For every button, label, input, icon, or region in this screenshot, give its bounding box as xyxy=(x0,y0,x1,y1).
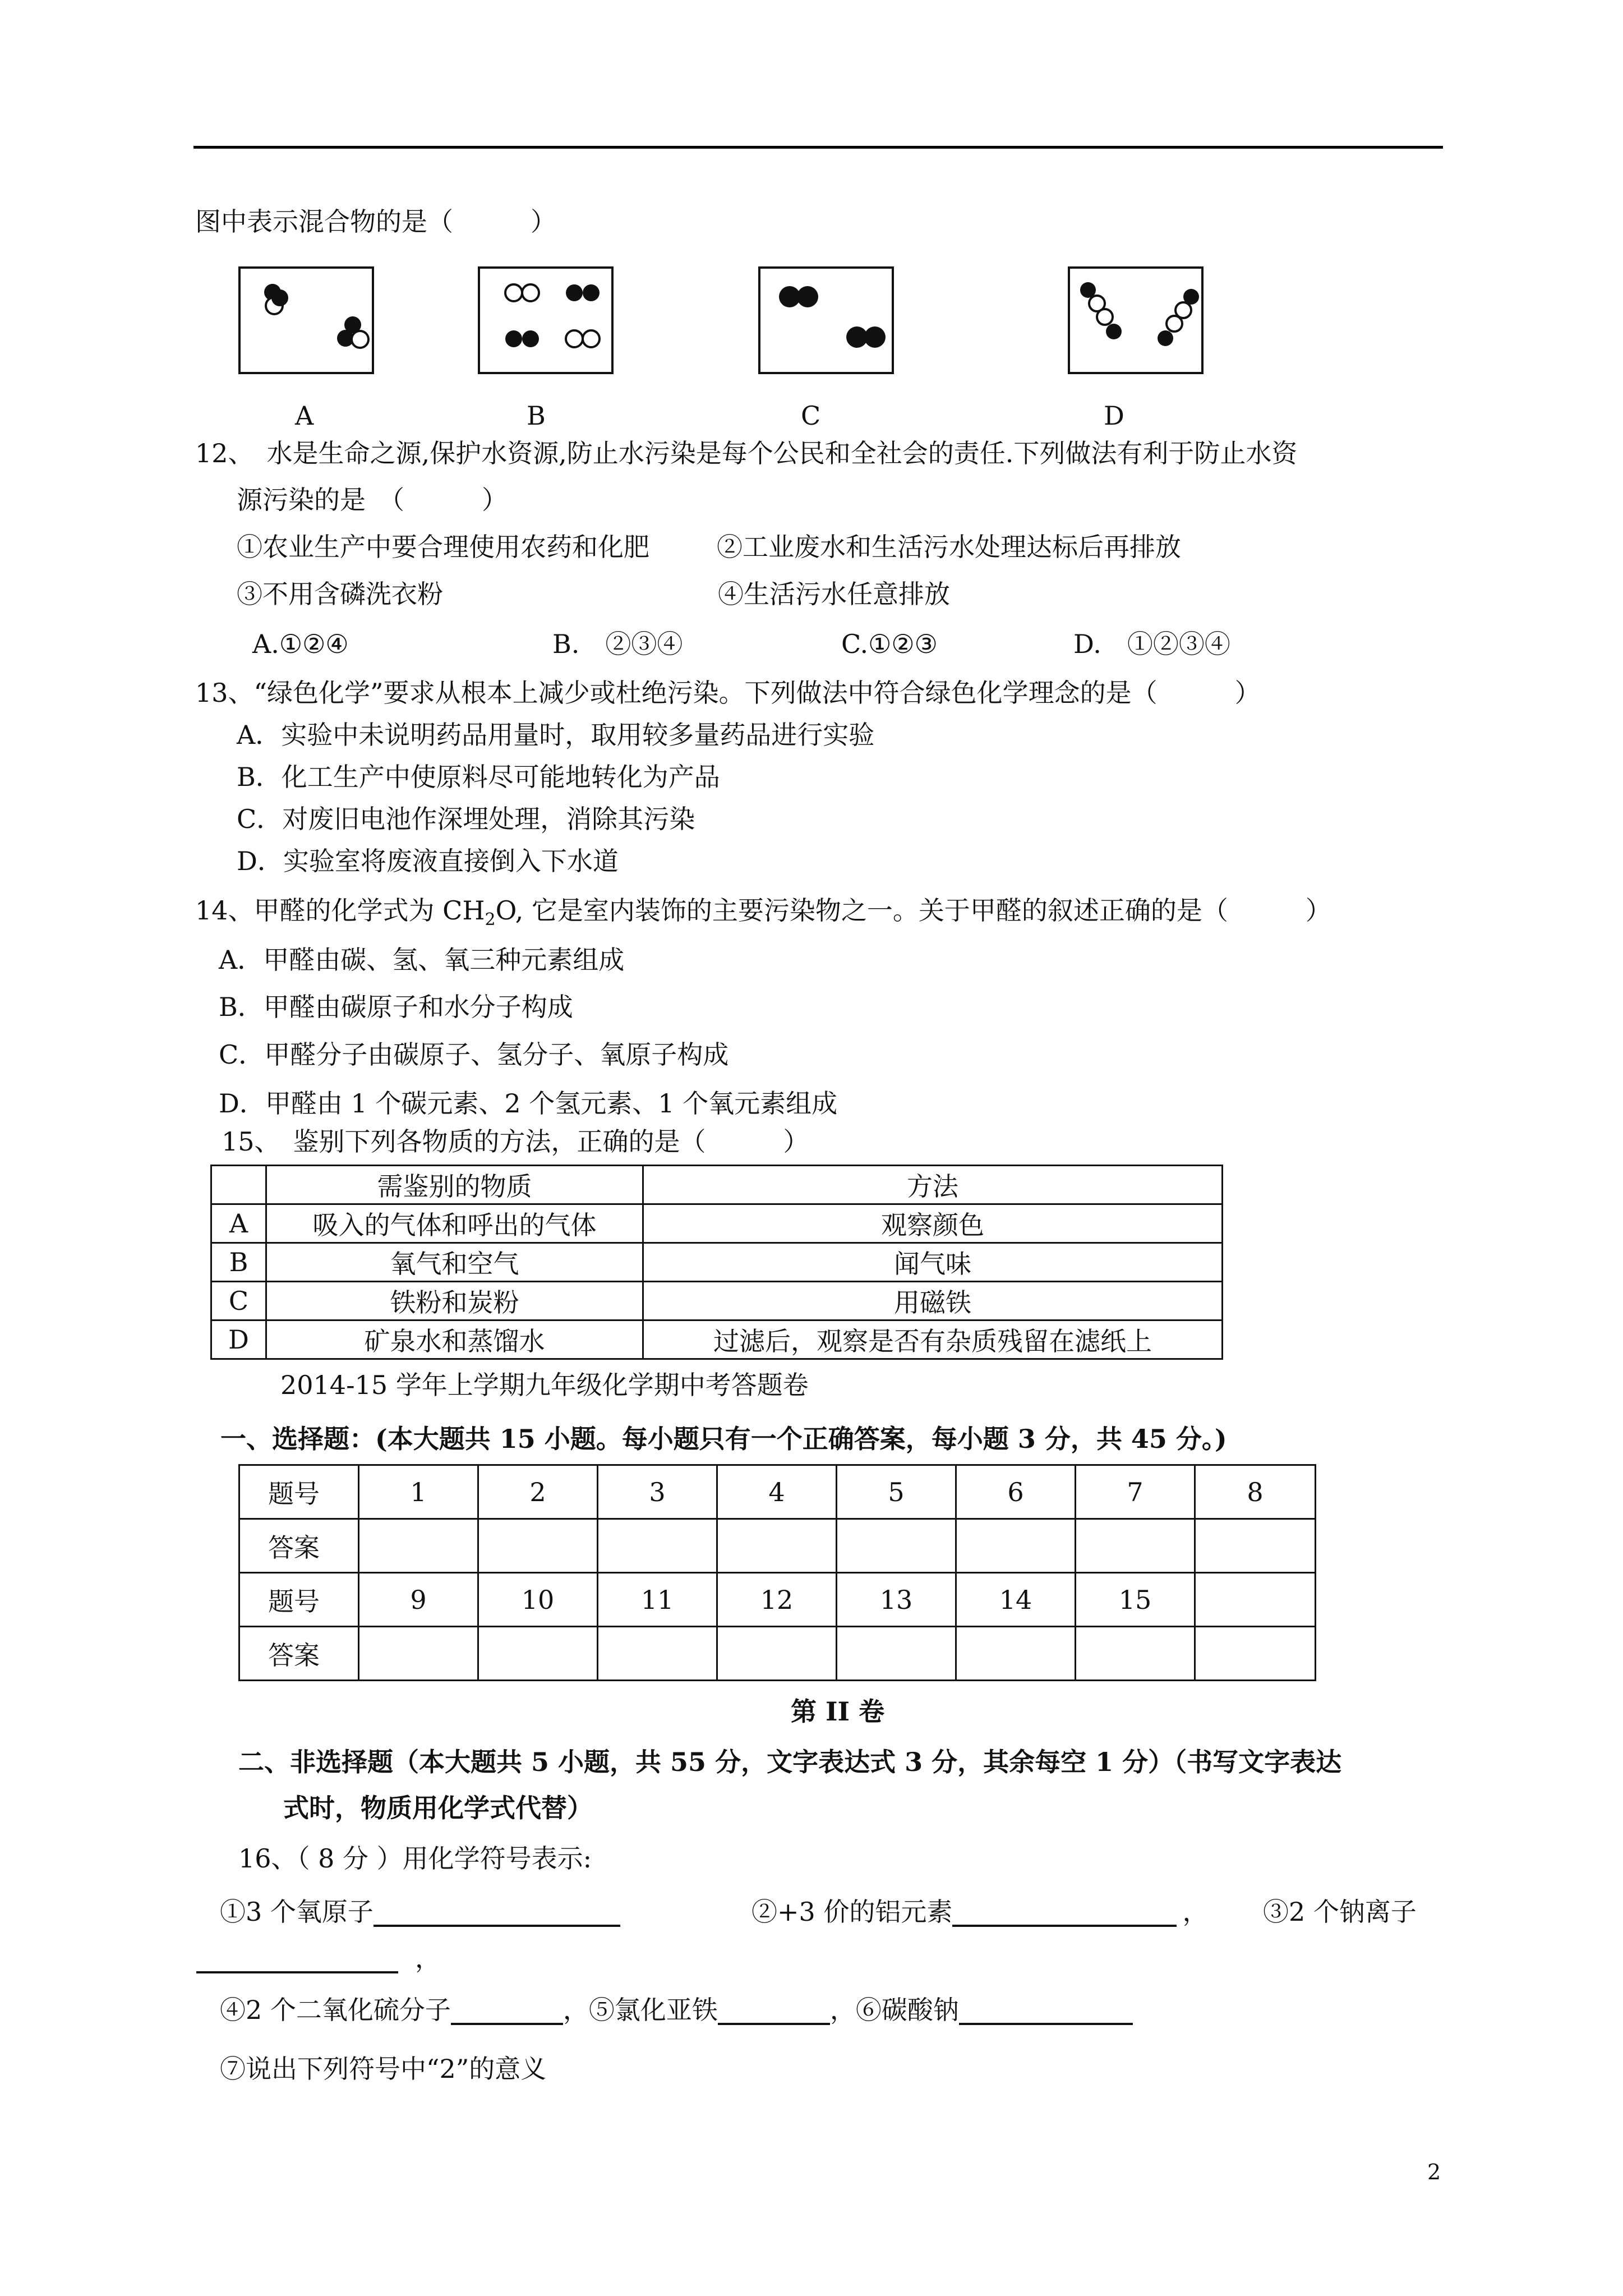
q11-stem: 图中表示混合物的是（ ） xyxy=(195,206,556,237)
row-label-number: 题号 xyxy=(239,1573,359,1627)
num-cell: 10 xyxy=(478,1573,598,1627)
table-row xyxy=(211,1243,1223,1282)
q12-choice-b: B. ②③④ xyxy=(552,629,683,659)
answer-blank[interactable] xyxy=(959,1997,1133,2025)
num-cell: 13 xyxy=(837,1573,956,1627)
answer-cell[interactable] xyxy=(717,1519,837,1573)
q16-item-4-6 xyxy=(220,1997,1133,2025)
num-cell: 4 xyxy=(717,1465,837,1519)
q15-row-b-key: B xyxy=(211,1243,266,1282)
answer-grid-num-row-1 xyxy=(239,1465,1316,1519)
q11-diagram-c xyxy=(758,266,894,374)
q15-row-c-key: C xyxy=(211,1282,266,1320)
q16-item-7: ⑦说出下列符号中“2”的意义 xyxy=(220,2054,547,2084)
answer-cell[interactable] xyxy=(1076,1519,1195,1573)
answer-cell[interactable] xyxy=(478,1627,598,1681)
answer-grid xyxy=(238,1464,1316,1681)
q12-line1: 12、 水是生命之源,保护水资源,防止水污染是每个公民和全社会的责任.下列做法有利于防止水资 xyxy=(195,438,1298,468)
q11-label-c: C xyxy=(801,401,821,431)
num-cell: 3 xyxy=(598,1465,717,1519)
answer-grid-num-row-2 xyxy=(239,1573,1316,1627)
num-cell: 6 xyxy=(956,1465,1076,1519)
q16-item-4-label: ④2 个二氧化硫分子 xyxy=(220,1995,451,2025)
q15-header-substance: 需鉴别的物质 xyxy=(266,1166,643,1204)
q12-option-2: ②工业废水和生活污水处理达标后再排放 xyxy=(717,532,1181,562)
row-label-number: 题号 xyxy=(239,1465,359,1519)
q16-item-6-label: ，⑥碳酸钠 xyxy=(829,1995,959,2025)
q13-choice-c: C．对废旧电池作深埋处理，消除其污染 xyxy=(237,804,695,834)
section1-heading: 一、选择题：(本大题共 15 小题。每小题只有一个正确答案，每小题 3 分，共 45 分。) xyxy=(220,1424,1227,1454)
q13-choice-b: B．化工生产中使原料尽可能地转化为产品 xyxy=(237,762,720,792)
q14-stem-pre: 14、甲醛的化学式为 CH xyxy=(195,895,485,926)
q11-label-b: B xyxy=(527,401,546,431)
answer-cell[interactable] xyxy=(598,1627,717,1681)
q12-choice-a: A.①②④ xyxy=(252,629,349,659)
answer-cell[interactable] xyxy=(359,1627,478,1681)
answer-cell[interactable] xyxy=(837,1519,956,1573)
section2-heading-line2: 式时，物质用化学式代替） xyxy=(283,1793,593,1823)
q12-option-4: ④生活污水任意排放 xyxy=(718,579,950,609)
num-cell: 1 xyxy=(359,1465,478,1519)
num-cell: 11 xyxy=(598,1573,717,1627)
q14-choice-c: C．甲醛分子由碳原子、氢分子、氧原子构成 xyxy=(219,1039,729,1070)
q15-table xyxy=(210,1165,1223,1360)
q16-item-1-label: ①3 个氧原子 xyxy=(220,1897,374,1927)
molecule-diagram-c xyxy=(760,269,892,372)
answer-blank[interactable] xyxy=(952,1899,1177,1927)
q16-item-3-blank-line xyxy=(196,1945,441,1973)
q16-item-1 xyxy=(220,1899,620,1927)
q15-row-a-method: 观察颜色 xyxy=(643,1204,1223,1243)
q15-row-d-key: D xyxy=(211,1320,266,1359)
q15-row-a-substance: 吸入的气体和呼出的气体 xyxy=(266,1204,643,1243)
num-cell: 14 xyxy=(956,1573,1076,1627)
num-cell xyxy=(1195,1573,1316,1627)
q16-item-2 xyxy=(751,1899,1208,1927)
table-row xyxy=(211,1320,1223,1359)
num-cell: 15 xyxy=(1076,1573,1195,1627)
q15-row-b-substance: 氧气和空气 xyxy=(266,1243,643,1282)
answer-blank[interactable] xyxy=(451,1997,563,2025)
q14-choice-b: B．甲醛由碳原子和水分子构成 xyxy=(219,992,573,1022)
q15-header-blank xyxy=(211,1166,266,1204)
num-cell: 9 xyxy=(359,1573,478,1627)
q11-diagram-a xyxy=(238,266,374,374)
q16-item-3-comma: ， xyxy=(415,1943,441,1973)
answer-blank[interactable] xyxy=(718,1997,830,2025)
q14-stem-post: O, 它是室内装饰的主要污染物之一。关于甲醛的叙述正确的是（ ） xyxy=(495,895,1331,926)
q15-row-d-method: 过滤后，观察是否有杂质残留在滤纸上 xyxy=(643,1320,1223,1359)
answer-cell[interactable] xyxy=(1195,1519,1316,1573)
q15-row-b-method: 闻气味 xyxy=(643,1243,1223,1282)
q11-diagram-b xyxy=(478,266,614,374)
q16-stem: 16、（ 8 分 ）用化学符号表示: xyxy=(238,1843,592,1874)
q16-item-5-label: ，⑤氯化亚铁 xyxy=(562,1995,718,2025)
q12-choice-c: C.①②③ xyxy=(841,629,938,659)
q13-choice-d: D．实验室将废液直接倒入下水道 xyxy=(237,846,619,876)
q11-label-d: D xyxy=(1104,401,1124,431)
header-rule xyxy=(193,146,1443,149)
q16-item-2-label: ②+3 价的铝元素 xyxy=(751,1897,953,1927)
q12-line2: 源污染的是 （ ） xyxy=(237,485,508,515)
q11-diagram-d xyxy=(1068,266,1204,374)
q14-choice-a: A．甲醛由碳、氢、氧三种元素组成 xyxy=(219,945,625,975)
num-cell: 7 xyxy=(1076,1465,1195,1519)
table-row xyxy=(211,1204,1223,1243)
num-cell: 2 xyxy=(478,1465,598,1519)
page-number: 2 xyxy=(1427,2160,1441,2184)
q15-header-method: 方法 xyxy=(643,1166,1223,1204)
q14-stem xyxy=(195,895,1331,930)
answer-grid-ans-row-1 xyxy=(239,1519,1316,1573)
q16-item-3: ③2 个钠离子 xyxy=(1263,1897,1417,1927)
q12-choice-d: D. ①②③④ xyxy=(1073,629,1230,659)
q15-table-header xyxy=(211,1166,1223,1204)
num-cell: 8 xyxy=(1195,1465,1316,1519)
molecule-diagram-d xyxy=(1070,269,1201,372)
molecule-diagram-a xyxy=(241,269,372,372)
num-cell: 12 xyxy=(717,1573,837,1627)
q16-item-2-comma: ， xyxy=(1182,1897,1209,1927)
answer-blank[interactable] xyxy=(196,1945,398,1973)
q12-option-1: ①农业生产中要合理使用农药和化肥 xyxy=(237,532,649,562)
answer-cell[interactable] xyxy=(359,1519,478,1573)
q15-stem: 15、 鉴别下列各物质的方法，正确的是（ ） xyxy=(222,1126,809,1157)
q14-choice-d: D．甲醛由 1 个碳元素、2 个氢元素、1 个氧元素组成 xyxy=(219,1088,838,1119)
q12-option-3: ③不用含磷洗衣粉 xyxy=(237,579,443,609)
part2-title: 第 II 卷 xyxy=(791,1696,885,1727)
molecule-diagram-b xyxy=(480,269,611,372)
num-cell: 5 xyxy=(837,1465,956,1519)
answer-cell[interactable] xyxy=(956,1627,1076,1681)
q15-row-d-substance: 矿泉水和蒸馏水 xyxy=(266,1320,643,1359)
answer-cell[interactable] xyxy=(956,1519,1076,1573)
row-label-answer: 答案 xyxy=(239,1627,359,1681)
answer-blank[interactable] xyxy=(374,1899,620,1927)
answer-cell[interactable] xyxy=(717,1627,837,1681)
q15-row-c-method: 用磁铁 xyxy=(643,1282,1223,1320)
section2-heading-line1: 二、非选择题（本大题共 5 小题，共 55 分，文字表达式 3 分，其余每空 1 分）（书写文字表达 xyxy=(238,1747,1342,1777)
q13-choice-a: A．实验中未说明药品用量时，取用较多量药品进行实验 xyxy=(237,720,875,750)
answer-cell[interactable] xyxy=(598,1519,717,1573)
q14-stem-sub: 2 xyxy=(485,910,496,930)
q15-row-a-key: A xyxy=(211,1204,266,1243)
table-row xyxy=(211,1282,1223,1320)
q15-row-c-substance: 铁粉和炭粉 xyxy=(266,1282,643,1320)
answer-cell[interactable] xyxy=(1195,1627,1316,1681)
answer-cell[interactable] xyxy=(478,1519,598,1573)
answer-sheet-title: 2014-15 学年上学期九年级化学期中考答题卷 xyxy=(280,1370,809,1400)
answer-cell[interactable] xyxy=(837,1627,956,1681)
q13-stem: 13、“绿色化学”要求从根本上减少或杜绝污染。下列做法中符合绿色化学理念的是（ ） xyxy=(195,678,1261,708)
q11-label-a: A xyxy=(295,401,314,431)
row-label-answer: 答案 xyxy=(239,1519,359,1573)
answer-grid-ans-row-2 xyxy=(239,1627,1316,1681)
answer-cell[interactable] xyxy=(1076,1627,1195,1681)
